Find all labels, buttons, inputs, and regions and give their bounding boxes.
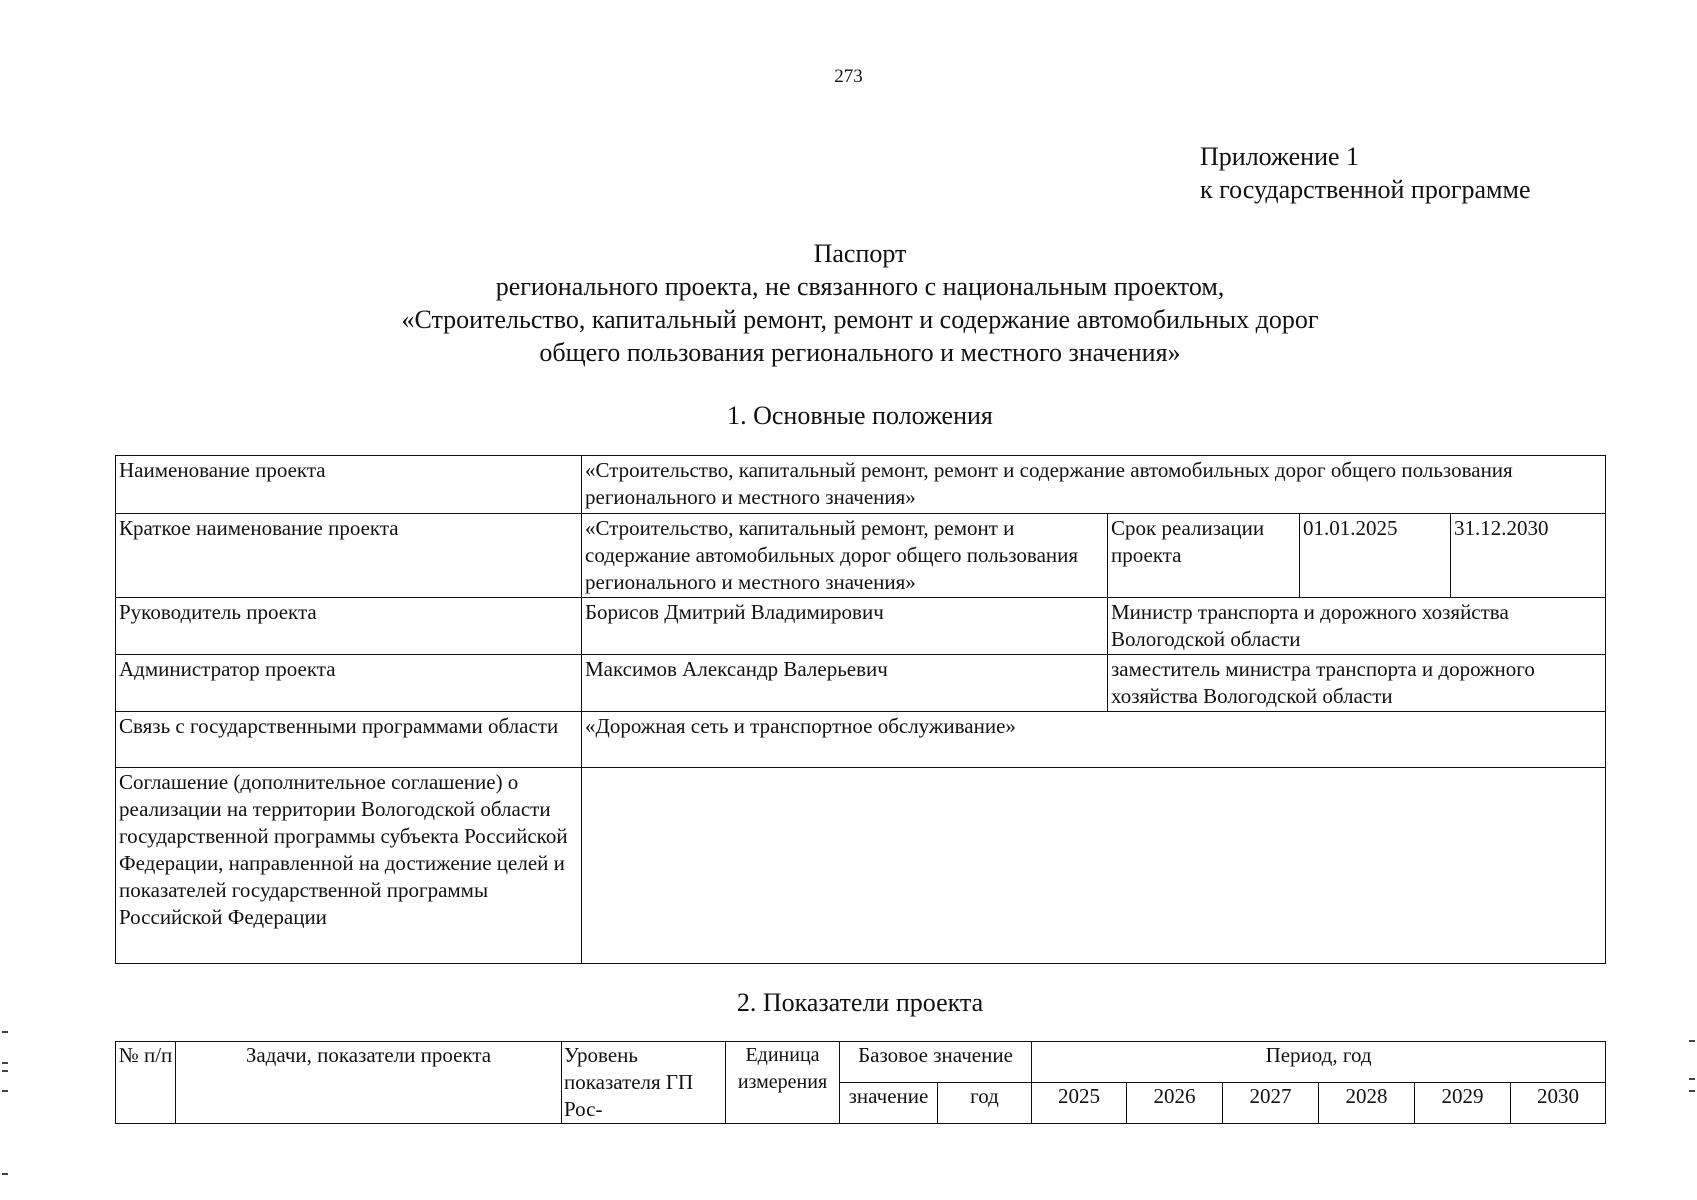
indicators-table: [115, 1041, 1606, 1124]
passport-title: [0, 237, 1697, 369]
header-year-2029: 2029: [1415, 1083, 1511, 1124]
program-link-value: «Дорожная сеть и транспортное обслуживание»: [582, 712, 1606, 768]
term-start: 01.01.2025: [1300, 514, 1451, 598]
header-period: Период, год: [1032, 1042, 1606, 1083]
passport-subtitle-3: общего пользования регионального и местного значения»: [539, 338, 1181, 367]
header-num: № п/п: [116, 1042, 176, 1124]
appendix-line-1: Приложение 1: [1200, 142, 1360, 171]
scan-mark: [1689, 1090, 1695, 1092]
table-row: [116, 514, 1606, 598]
term-label: Срок реализации проекта: [1108, 514, 1300, 598]
scan-mark: [2, 1070, 8, 1072]
table-row: [116, 712, 1606, 768]
project-name-value: «Строительство, капитальный ремонт, ремонт и содержание автомобильных дорог общего пользования регионального и местного значения»: [582, 456, 1606, 514]
term-end: 31.12.2030: [1451, 514, 1606, 598]
header-unit: Единица измерения: [726, 1042, 840, 1124]
admin-name: Максимов Александр Валерьевич: [582, 655, 1108, 712]
page-number: 273: [834, 66, 863, 87]
header-year-2027: 2027: [1223, 1083, 1319, 1124]
table-header-row: [116, 1042, 1606, 1083]
header-year-2026: 2026: [1127, 1083, 1223, 1124]
head-position: Министр транспорта и дорожного хозяйства Вологодской области: [1108, 598, 1606, 655]
short-name-label: Краткое наименование проекта: [116, 514, 582, 598]
agreement-label: Соглашение (дополнительное соглашение) о реализации на территории Вологодской области государственной программы субъекта Российской Федерации, направленной на достижение целей и показателей государственной программы Российской Федерации: [116, 768, 582, 964]
scan-mark: [1689, 1040, 1695, 1042]
table-row: [116, 768, 1606, 964]
scan-mark: [2, 1062, 8, 1064]
header-base: Базовое значение: [840, 1042, 1032, 1083]
appendix-label: [1200, 140, 1531, 206]
head-name: Борисов Дмитрий Владимирович: [582, 598, 1108, 655]
passport-heading: Паспорт: [813, 239, 907, 268]
head-label: Руководитель проекта: [116, 598, 582, 655]
header-year-2030: 2030: [1511, 1083, 1606, 1124]
header-level: Уровень показателя ГП Рос-: [562, 1042, 726, 1124]
scan-mark: [2, 1031, 8, 1033]
table-row: [116, 456, 1606, 514]
section-2-title: 2. Показатели проекта: [736, 988, 984, 1017]
short-name-value: «Строительство, капитальный ремонт, ремонт и содержание автомобильных дорог общего пользования регионального и местного значения»: [582, 514, 1108, 598]
table-row: [116, 655, 1606, 712]
header-base-value: значение: [840, 1083, 938, 1124]
passport-subtitle-1: регионального проекта, не связанного с национальным проектом,: [495, 272, 1225, 301]
header-base-year: год: [938, 1083, 1032, 1124]
program-link-label: Связь с государственными программами области: [116, 712, 582, 768]
admin-position: заместитель министра транспорта и дорожного хозяйства Вологодской области: [1108, 655, 1606, 712]
scan-mark: [1689, 1078, 1695, 1080]
header-tasks: Задачи, показатели проекта: [176, 1042, 562, 1124]
passport-subtitle-2: «Строительство, капитальный ремонт, ремонт и содержание автомобильных дорог: [401, 305, 1319, 334]
scan-mark: [2, 1173, 8, 1175]
main-provisions-table: [115, 455, 1606, 964]
header-year-2025: 2025: [1032, 1083, 1127, 1124]
appendix-line-2: к государственной программе: [1200, 175, 1531, 204]
admin-label: Администратор проекта: [116, 655, 582, 712]
agreement-value: [582, 768, 1606, 964]
section-1-title: 1. Основные положения: [727, 401, 993, 430]
table-row: [116, 598, 1606, 655]
header-year-2028: 2028: [1319, 1083, 1415, 1124]
project-name-label: Наименование проекта: [116, 456, 582, 514]
scan-mark: [2, 1090, 8, 1092]
